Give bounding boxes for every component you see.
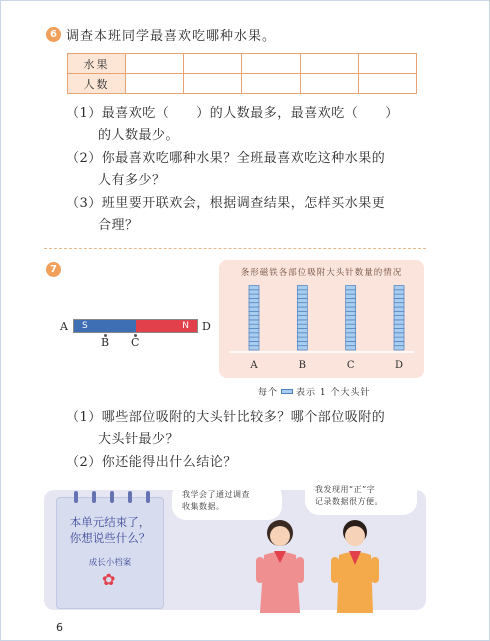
table-cell[interactable] xyxy=(242,54,300,74)
boy-illustration xyxy=(325,515,385,615)
flower-icon: ✿ xyxy=(102,570,116,589)
table-row xyxy=(68,74,417,94)
card-title-line: 你想说些什么？ xyxy=(69,531,151,545)
pin-unit-cell xyxy=(346,337,356,341)
legend-suffix: 表示 1 个大头针 xyxy=(296,388,371,398)
chart-legend xyxy=(258,385,370,398)
binder-ring xyxy=(110,491,114,503)
binder-ring xyxy=(92,491,96,503)
magnet-label-b: B xyxy=(101,336,110,349)
table-cell[interactable] xyxy=(184,74,242,94)
pin-unit-cell xyxy=(249,303,259,307)
pin-unit-cell xyxy=(346,294,356,298)
card-title-line: 本单元结束了， xyxy=(69,515,151,529)
question-text: （1）最喜欢吃（ ）的人数最多，最喜欢吃（ ） xyxy=(66,106,399,121)
pin-unit-cell xyxy=(297,316,307,320)
chart-bar-a xyxy=(249,286,259,351)
magnet-label-c: C xyxy=(131,336,140,349)
pin-unit-cell xyxy=(346,316,356,320)
pin-unit-cell xyxy=(297,324,307,328)
page-number: 6 xyxy=(56,621,63,634)
problem-6-question-3 xyxy=(66,193,436,237)
pin-unit-cell xyxy=(394,329,404,333)
chart-category-label: A xyxy=(250,360,258,371)
question-text: 的人数最少。 xyxy=(98,128,180,143)
pin-unit-cell xyxy=(346,320,356,324)
pin-unit-cell xyxy=(346,311,356,315)
pin-unit-cell xyxy=(346,333,356,337)
pin-unit-cell xyxy=(394,320,404,324)
bubble-text: 收集数据。 xyxy=(182,502,225,511)
legend-prefix: 每个 xyxy=(258,388,279,398)
pin-unit-cell xyxy=(346,324,356,328)
pin-unit-cell xyxy=(394,341,404,345)
survey-table xyxy=(67,53,417,94)
pin-unit-cell xyxy=(394,286,404,290)
magnet-north-pole: N xyxy=(136,320,198,332)
magnet-label-d: D xyxy=(202,320,211,333)
table-cell[interactable] xyxy=(126,54,184,74)
pin-unit-cell xyxy=(249,324,259,328)
table-header-count: 人数 xyxy=(68,74,126,94)
pin-unit-cell xyxy=(394,337,404,341)
pin-unit-cell xyxy=(297,320,307,324)
table-cell[interactable] xyxy=(358,74,416,94)
problem-7-badge: 7 xyxy=(46,262,61,277)
card-subtitle: 成长小档案 xyxy=(88,558,132,568)
pin-unit-cell xyxy=(249,333,259,337)
girl-illustration xyxy=(250,515,310,615)
section-divider xyxy=(44,248,426,249)
pin-unit-cell xyxy=(297,311,307,315)
pin-unit-cell xyxy=(297,298,307,302)
question-text: 人有多少？ xyxy=(98,173,166,188)
chart-category-label: B xyxy=(298,360,307,371)
pin-unit-cell xyxy=(249,311,259,315)
pin-unit-cell xyxy=(394,298,404,302)
problem-6-title: 调查本班同学最喜欢吃哪种水果。 xyxy=(66,29,277,44)
pin-unit-cell xyxy=(297,286,307,290)
chart-bar-b xyxy=(297,286,307,351)
card-title xyxy=(60,514,160,546)
problem-7-question-2 xyxy=(66,452,436,474)
question-text: （1）哪些部位吸附的大头针比较多？哪个部位吸附的 xyxy=(66,410,386,425)
chart-category-label: D xyxy=(394,360,404,371)
question-text: （2）你最喜欢吃哪种水果？全班最喜欢吃这种水果的 xyxy=(66,151,386,166)
pin-unit-cell xyxy=(297,346,307,350)
pin-unit-cell xyxy=(394,333,404,337)
pin-count-chart xyxy=(219,260,424,378)
pin-unit-cell xyxy=(249,341,259,345)
question-text: 合理？ xyxy=(98,218,139,233)
pin-unit-cell xyxy=(249,337,259,341)
chart-title: 条形磁铁各部位吸附大头针数量的情况 xyxy=(240,268,403,278)
magnet-south-pole: S xyxy=(74,320,136,332)
chart-panel xyxy=(219,260,424,378)
bar-magnet xyxy=(73,319,198,333)
pin-unit-cell xyxy=(297,329,307,333)
pin-unit-cell xyxy=(297,290,307,294)
binder-ring xyxy=(128,491,132,503)
question-text: 大头针最少？ xyxy=(98,432,180,447)
pin-unit-cell xyxy=(346,298,356,302)
legend-swatch xyxy=(281,389,293,394)
pin-unit-cell xyxy=(297,337,307,341)
pin-unit-cell xyxy=(249,316,259,320)
problem-6-question-2 xyxy=(66,148,436,192)
table-cell[interactable] xyxy=(300,54,358,74)
bubble-text: 记录数据很方便。 xyxy=(315,497,383,506)
pin-unit-cell xyxy=(249,320,259,324)
table-cell[interactable] xyxy=(126,74,184,94)
pin-unit-cell xyxy=(394,311,404,315)
pin-unit-cell xyxy=(346,290,356,294)
pin-unit-cell xyxy=(346,341,356,345)
pin-unit-cell xyxy=(249,307,259,311)
pin-unit-cell xyxy=(346,286,356,290)
pin-unit-cell xyxy=(394,303,404,307)
pin-unit-cell xyxy=(394,346,404,350)
problem-6-question-1 xyxy=(66,103,436,147)
binder-ring xyxy=(74,491,78,503)
chart-category-label: C xyxy=(346,360,355,371)
table-cell[interactable] xyxy=(242,74,300,94)
problem-6-badge: 6 xyxy=(46,27,61,42)
pin-unit-cell xyxy=(394,324,404,328)
pin-unit-cell xyxy=(249,329,259,333)
pin-unit-cell xyxy=(297,294,307,298)
pin-unit-cell xyxy=(249,294,259,298)
pin-unit-cell xyxy=(249,298,259,302)
pin-unit-cell xyxy=(346,303,356,307)
problem-7-question-1 xyxy=(66,407,436,451)
pin-unit-cell xyxy=(249,290,259,294)
bubble-text: 我学会了通过调查 xyxy=(182,490,250,499)
binder-ring xyxy=(146,491,150,503)
pin-unit-cell xyxy=(249,346,259,350)
table-cell[interactable] xyxy=(300,74,358,94)
pin-unit-cell xyxy=(297,307,307,311)
pin-unit-cell xyxy=(394,294,404,298)
chart-bar-c xyxy=(346,286,356,351)
pin-unit-cell xyxy=(394,290,404,294)
table-cell[interactable] xyxy=(184,54,242,74)
pin-unit-cell xyxy=(297,303,307,307)
pin-unit-cell xyxy=(297,341,307,345)
pin-unit-cell xyxy=(297,333,307,337)
pin-unit-cell xyxy=(249,286,259,290)
pin-unit-cell xyxy=(346,307,356,311)
pin-unit-cell xyxy=(394,316,404,320)
pin-unit-cell xyxy=(346,346,356,350)
bubble-text: 我发现用“正”字 xyxy=(315,485,376,494)
chart-bar-d xyxy=(394,286,404,351)
table-row xyxy=(68,54,417,74)
pin-unit-cell xyxy=(394,307,404,311)
table-header-fruit: 水果 xyxy=(68,54,126,74)
table-cell[interactable] xyxy=(358,54,416,74)
question-text: （3）班里要开联欢会，根据调查结果，怎样买水果更 xyxy=(66,196,386,211)
question-text: （2）你还能得出什么结论？ xyxy=(66,455,237,470)
speech-bubble-right xyxy=(305,477,417,515)
magnet-label-a: A xyxy=(60,320,68,333)
pin-unit-cell xyxy=(346,329,356,333)
